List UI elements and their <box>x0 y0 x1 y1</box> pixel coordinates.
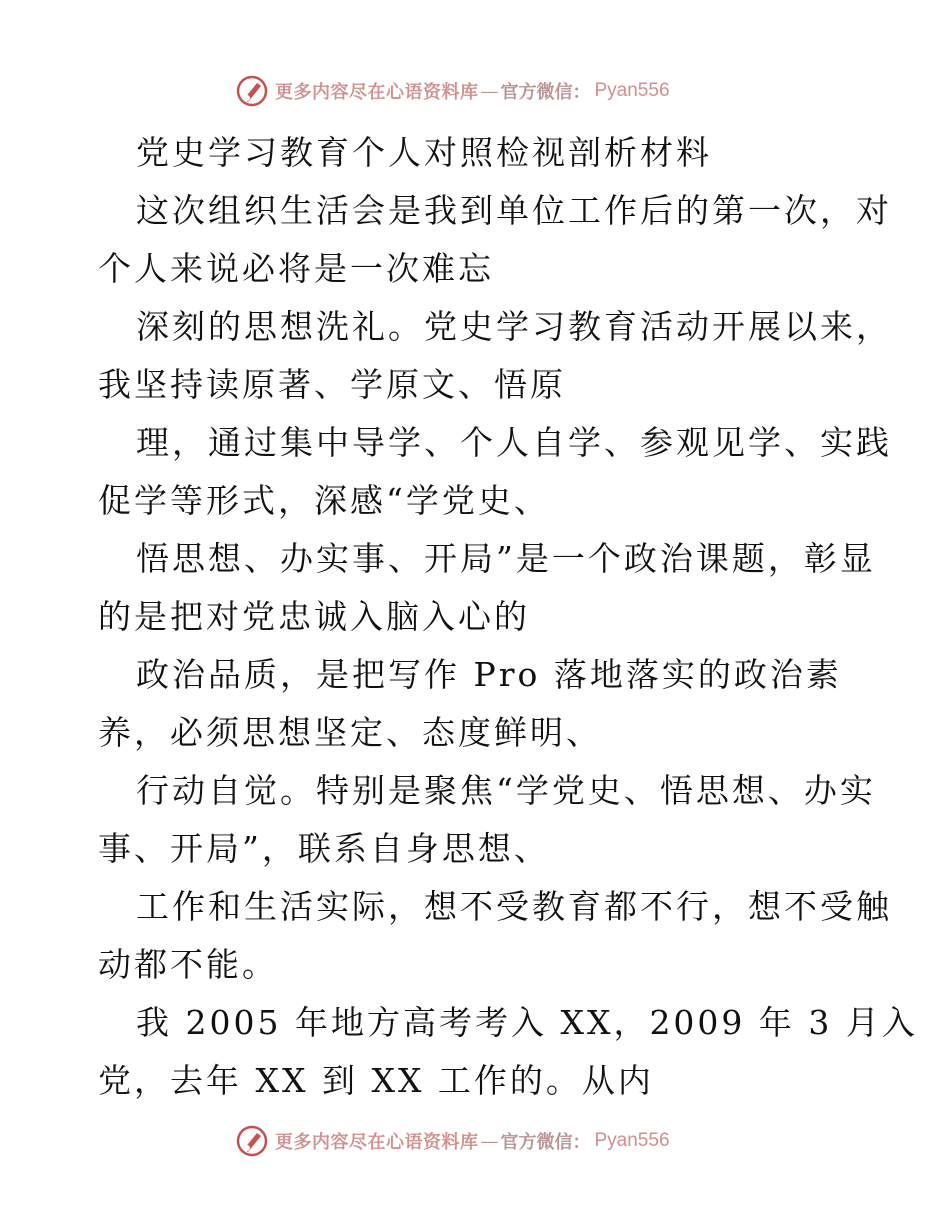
paragraph-line: 个人来说必将是一次难忘 <box>98 249 494 288</box>
banner-separator: — <box>480 1130 499 1152</box>
paragraph-line: 促学等形式，深感“学党史、 <box>98 481 550 520</box>
banner-text: 更多内容尽在心语资料库 <box>275 82 479 103</box>
header-watermark-banner <box>235 74 670 108</box>
paragraph-line: 我 2005 年地方高考考入 XX，2009 年 3 月入 <box>136 1003 918 1042</box>
paragraph-line: 悟思想、办实事、开局”是一个政治课题，彰显 <box>136 539 876 578</box>
document-title: 党史学习教育个人对照检视剖析材料 <box>136 133 712 172</box>
paragraph-line: 行动自觉。特别是聚焦“学党史、悟思想、办实 <box>136 771 876 810</box>
pen-logo-icon <box>235 74 269 108</box>
footer-watermark-banner <box>235 1124 670 1158</box>
banner-text: 更多内容尽在心语资料库 <box>275 1132 479 1153</box>
banner-separator: — <box>480 80 499 102</box>
pen-logo-icon <box>235 1124 269 1158</box>
banner-label: 官方微信： <box>500 82 591 103</box>
paragraph-line: 政治品质，是把写作 Pro 落地落实的政治素 <box>136 655 842 694</box>
paragraph-line: 事、开局”，联系自身思想、 <box>98 829 550 868</box>
banner-wechat-id: Pyan556 <box>594 1130 670 1151</box>
paragraph-line: 动都不能。 <box>98 945 278 984</box>
paragraph-line: 这次组织生活会是我到单位工作后的第一次，对 <box>136 191 892 230</box>
paragraph-line: 深刻的思想洗礼。党史学习教育活动开展以来， <box>136 307 892 346</box>
document-body <box>98 124 918 1110</box>
paragraph-line: 理，通过集中导学、个人自学、参观见学、实践 <box>136 423 892 462</box>
paragraph-line: 我坚持读原著、学原文、悟原 <box>98 365 566 404</box>
banner-label: 官方微信： <box>500 1132 591 1153</box>
paragraph-line: 党，去年 XX 到 XX 工作的。从内 <box>98 1061 654 1100</box>
paragraph-line: 工作和生活实际，想不受教育都不行，想不受触 <box>136 887 892 926</box>
paragraph-line: 的是把对党忠诚入脑入心的 <box>98 597 530 636</box>
paragraph-line: 养，必须思想坚定、态度鲜明、 <box>98 713 602 752</box>
banner-wechat-id: Pyan556 <box>594 80 670 101</box>
